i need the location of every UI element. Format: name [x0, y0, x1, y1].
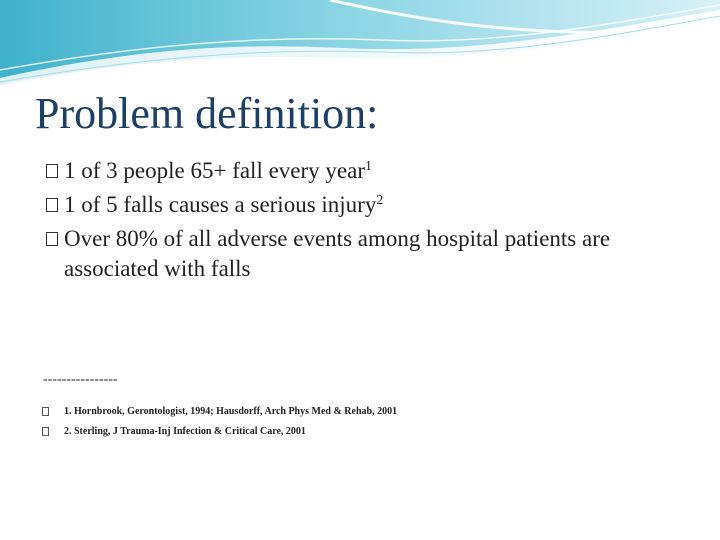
- wave-header-decoration: [0, 0, 720, 90]
- bullet-item: [46, 224, 686, 284]
- square-box-icon: [42, 427, 49, 436]
- square-box-icon: [46, 198, 58, 212]
- reference-list: [42, 405, 642, 445]
- reference-item: [42, 425, 642, 439]
- slide-title: Problem definition:: [35, 89, 379, 138]
- bullet-superscript: 1: [365, 159, 372, 174]
- reference-separator: ----------------: [43, 372, 118, 387]
- reference-text: 2. Sterling, J Trauma-Inj Infection & Critical Care, 2001: [64, 426, 306, 437]
- bullet-item: [46, 190, 686, 220]
- square-box-icon: [46, 232, 58, 246]
- bullet-list: [46, 156, 686, 288]
- reference-text: 1. Hornbrook, Gerontologist, 1994; Hausdorff, Arch Phys Med & Rehab, 2001: [64, 406, 398, 417]
- bullet-superscript: 2: [376, 193, 384, 208]
- bullet-text: Over 80% of all adverse events among hospital patients are associated with falls: [64, 226, 611, 281]
- bullet-text: 1 of 3 people 65+ fall every year: [64, 158, 365, 183]
- square-box-icon: [42, 407, 49, 416]
- square-box-icon: [46, 164, 58, 178]
- reference-item: [42, 405, 642, 419]
- bullet-text: 1 of 5 falls causes a serious injury: [64, 192, 377, 217]
- bullet-item: [46, 156, 686, 186]
